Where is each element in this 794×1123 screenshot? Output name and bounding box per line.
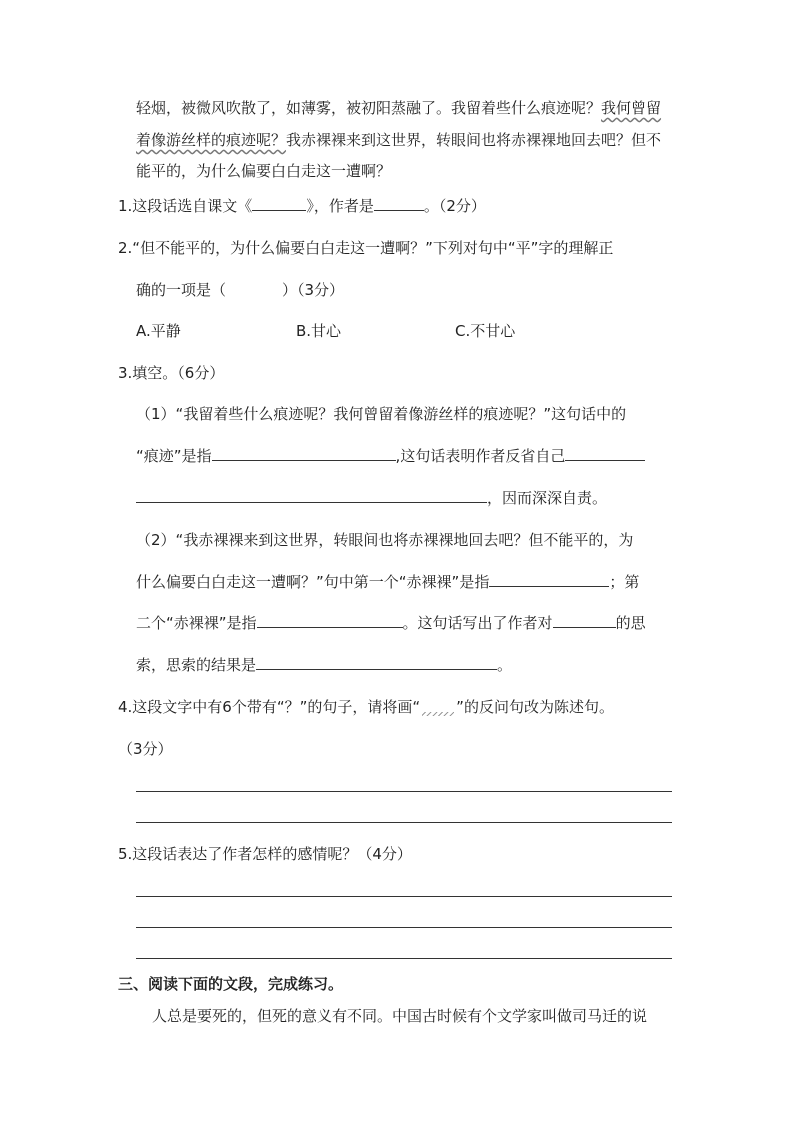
thinking-result-blank[interactable] [256, 655, 497, 670]
q3-p1-text-b: ,这句话表明作者反省自己 [395, 447, 566, 465]
traces-meaning-blank[interactable] [212, 446, 396, 461]
question-2-line-1: 2.“但不能平的，为什么偏要白白走这一遭啊？”下列对句中“平”字的理解正 [118, 239, 614, 257]
question-3-heading: 3.填空。（6分） [118, 364, 225, 382]
q3-p2-text-f: 索，思索的结果是 [136, 656, 257, 674]
q3-p2-text-g: 。 [497, 656, 513, 674]
option-c[interactable]: C.不甘心 [455, 322, 516, 340]
q3-p1-text-c: ，因而深深自责。 [487, 489, 608, 507]
question-1-text-a: 1.这段话选自课文《 [118, 197, 253, 215]
q3-p1-text-a: “痕迹”是指 [136, 447, 212, 465]
option-a[interactable]: A.平静 [136, 322, 181, 340]
question-3-part-2-line-4 [136, 654, 512, 675]
section-3-passage-line-1: 人总是要死的，但死的意义有不同。中国古时候有个文学家叫做司马迁的说 [152, 1007, 648, 1025]
passage-line-3: 能平的，为什么偏要白白走这一遭啊？ [136, 162, 392, 180]
question-3-part-2-line-3 [136, 612, 646, 633]
answer-line-q5-3[interactable] [136, 958, 672, 959]
passage-wavy-sentence-1a: 我何曾留 [601, 99, 662, 117]
thinking-about-blank[interactable] [553, 613, 616, 628]
question-3-part-2-line-2 [136, 571, 639, 592]
q3-p2-text-c: 二个“赤裸裸”是指 [136, 614, 257, 632]
passage-line-1 [136, 97, 661, 118]
answer-line-q4-2[interactable] [136, 822, 672, 823]
question-4-text-a: 4.这段文字中有6个带有“？”的句子，请将画“ [118, 698, 421, 716]
question-4-line-1 [118, 696, 614, 717]
question-1 [118, 195, 486, 216]
question-5: 5.这段话表达了作者怎样的感情呢？（4分） [118, 845, 412, 863]
question-3-part-1-line-1: （1）“我留着些什么痕迹呢？我何曾留着像游丝样的痕迹呢？”这句话中的 [136, 405, 627, 423]
option-b[interactable]: B.甘心 [296, 322, 342, 340]
question-3-part-1-line-2 [136, 445, 645, 466]
question-2-text-b: ）（3分） [282, 281, 345, 299]
second-naked-meaning-blank[interactable] [257, 613, 403, 628]
q3-p2-text-b: ；第 [609, 573, 640, 591]
question-4-text-b: ”的反问句改为陈述句。 [456, 698, 614, 716]
passage-line-1-text: 轻烟，被微风吹散了，如薄雾，被初阳蒸融了。我留着些什么痕迹呢？ [136, 99, 602, 117]
question-4-line-2: （3分） [118, 740, 173, 758]
question-1-text-b: 》，作者是 [306, 197, 374, 215]
question-2-line-2 [136, 279, 344, 300]
lesson-title-blank[interactable] [252, 196, 306, 211]
answer-line-q5-2[interactable] [136, 927, 672, 928]
question-3-part-2-line-1: （2）“我赤裸裸来到这世界，转眼间也将赤裸裸地回去吧？但不能平的，为 [136, 531, 634, 549]
self-reflection-blank-b[interactable] [136, 488, 487, 503]
wavy-underline-mark [420, 698, 456, 712]
first-naked-meaning-blank[interactable] [489, 572, 609, 587]
answer-line-q4-1[interactable] [136, 791, 672, 792]
passage-line-2-text: 我赤裸裸来到这世界，转眼间也将赤裸裸地回去吧？但不 [286, 131, 662, 149]
passage-line-2 [136, 129, 661, 150]
answer-line-q5-1[interactable] [136, 896, 672, 897]
q3-p2-text-e: 的思 [615, 614, 646, 632]
passage-wavy-sentence-1b: 着像游丝样的痕迹呢？ [136, 131, 287, 149]
self-reflection-blank-a[interactable] [565, 446, 645, 461]
section-3-heading: 三、阅读下面的文段，完成练习。 [118, 975, 344, 993]
question-2-text-a: 确的一项是（ [136, 281, 227, 299]
q3-p2-text-d: 。这句话写出了作者对 [402, 614, 553, 632]
author-blank[interactable] [374, 196, 424, 211]
question-3-part-1-line-3 [136, 487, 607, 508]
question-1-text-c: 。（2分） [423, 197, 486, 215]
q3-p2-text-a: 什么偏要白白走这一遭啊？”句中第一个“赤裸裸”是指 [136, 573, 490, 591]
